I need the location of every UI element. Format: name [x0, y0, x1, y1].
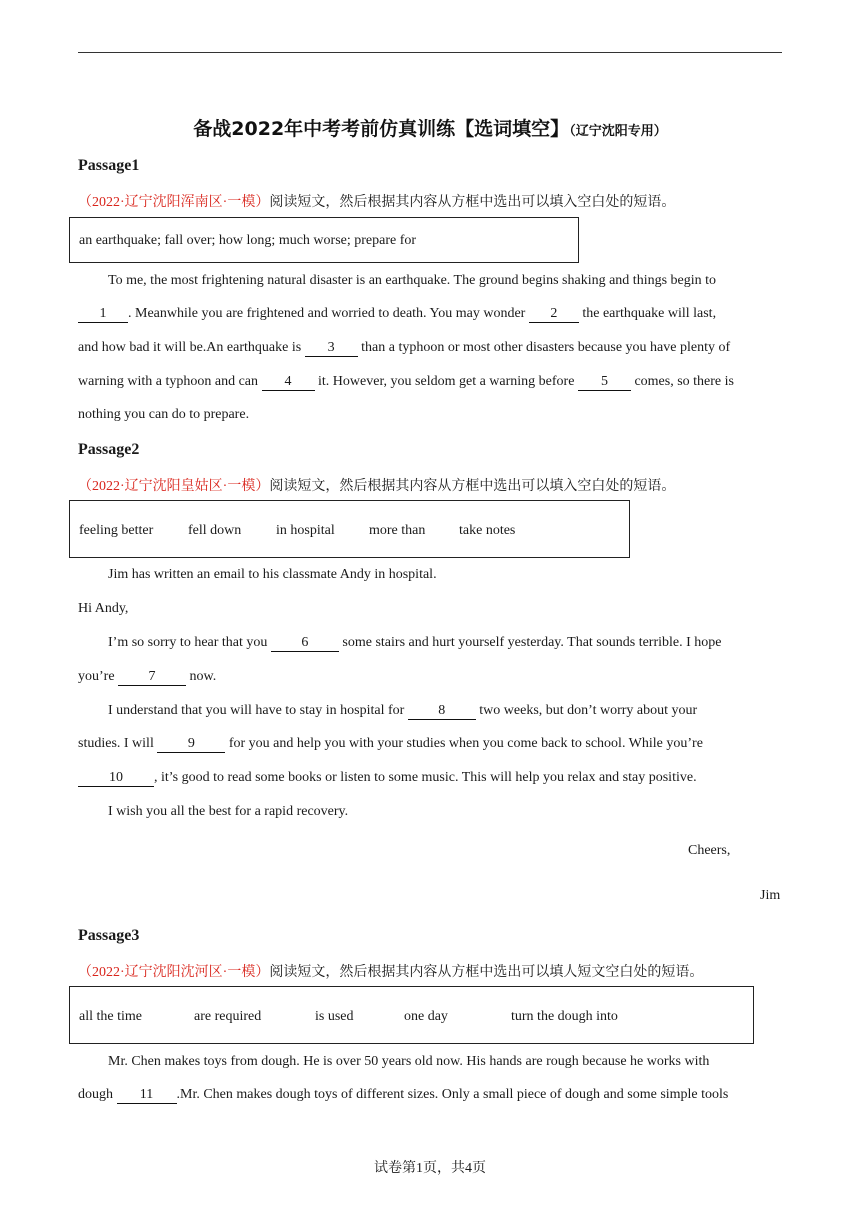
- blank-8: 8: [408, 704, 476, 720]
- word-box-item: fell down: [188, 523, 242, 538]
- passage-3-word-box: [69, 986, 754, 1044]
- passage-1-line-5: nothing you can do to prepare.: [78, 407, 250, 422]
- word-box-item: turn the dough into: [511, 1009, 618, 1024]
- word-box-item: more than: [369, 523, 426, 538]
- passage-2-line-1: Jim has written an email to his classmate Andy in hospital.: [108, 567, 437, 582]
- letter-signature: Jim: [760, 888, 781, 903]
- blank-7: 7: [118, 670, 186, 686]
- word-box-item: is used: [315, 1009, 354, 1024]
- blank-6: 6: [271, 636, 339, 652]
- passage-2-heading: Passage2: [78, 441, 140, 458]
- word-box-item: in hospital: [276, 523, 335, 538]
- page-footer: 试卷第1页，共4页: [374, 1161, 486, 1176]
- passage-1-line-3: and how bad it will be.An earthquake is 3 than a typhoon or most other disasters because you have plenty of: [78, 340, 731, 355]
- passage-2-line-2: Hi Andy,: [78, 601, 129, 616]
- passage-1-line-1: To me, the most frightening natural disaster is an earthquake. The ground begins shaking and things begin to: [108, 273, 717, 288]
- passage-2-source: （2022·辽宁沈阳皇姑区·一模）阅读短文，然后根据其内容从方框中选出可以填入空白处的短语。: [78, 479, 676, 494]
- passage-2-word-box: [69, 500, 630, 558]
- header-rule: [78, 52, 782, 53]
- page-title: 备战2022年中考考前仿真训练【选词填空】（辽宁沈阳专用）: [193, 118, 667, 140]
- passage-2-line-6: studies. I will 9 for you and help you with your studies when you come back to school. While you’re: [78, 736, 703, 751]
- blank-4: 4: [262, 375, 315, 391]
- blank-3: 3: [305, 341, 358, 357]
- passage-3-line-1: Mr. Chen makes toys from dough. He is over 50 years old now. His hands are rough because he works with: [108, 1054, 710, 1069]
- passage-2-line-5: I understand that you will have to stay in hospital for 8 two weeks, but don’t worry about your: [108, 703, 698, 718]
- letter-closing: Cheers,: [688, 843, 731, 858]
- passage-3-heading: Passage3: [78, 927, 140, 944]
- passage-1-word-box: [69, 217, 579, 263]
- passage-2-line-4: you’re 7 now.: [78, 669, 217, 684]
- passage-1-line-2: 1 . Meanwhile you are frightened and worried to death. You may wonder 2 the earthquake will last,: [78, 306, 716, 323]
- passage-2-line-3: I’m so sorry to hear that you 6 some stairs and hurt yourself yesterday. That sounds terrible. I hope: [108, 635, 722, 650]
- word-box-item: are required: [194, 1009, 262, 1024]
- blank-5: 5: [578, 375, 631, 391]
- passage-2-line-7: 10 , it’s good to read some books or listen to some music. This will help you relax and stay positive.: [78, 770, 697, 787]
- word-box-item: one day: [404, 1009, 448, 1024]
- blank-1: 1: [78, 307, 128, 323]
- blank-9: 9: [157, 737, 225, 753]
- word-box-item: feeling better: [79, 523, 154, 538]
- passage-1-heading: Passage1: [78, 157, 140, 174]
- passage-2-line-8: I wish you all the best for a rapid recovery.: [108, 804, 349, 819]
- passage-3-source: （2022·辽宁沈阳沈河区·一模）阅读短文，然后根据其内容从方框中选出可以填人短文空白处的短语。: [78, 965, 704, 980]
- word-box-item: take notes: [459, 523, 516, 538]
- passage-3-line-2: dough 11 .Mr. Chen makes dough toys of different sizes. Only a small piece of dough and some simple tools: [78, 1087, 729, 1102]
- passage-1-source: （2022·辽宁沈阳浑南区·一模）阅读短文，然后根据其内容从方框中选出可以填入空白处的短语。: [78, 195, 676, 210]
- passage-1-line-4: warning with a typhoon and can 4 it. However, you seldom get a warning before 5 comes, so there is: [78, 374, 734, 389]
- word-box-item: all the time: [79, 1009, 142, 1024]
- blank-11: 11: [117, 1088, 177, 1104]
- blank-10: 10: [78, 771, 154, 787]
- blank-2: 2: [529, 307, 579, 323]
- word-box-text: an earthquake; fall over; how long; much worse; prepare for: [79, 233, 417, 248]
